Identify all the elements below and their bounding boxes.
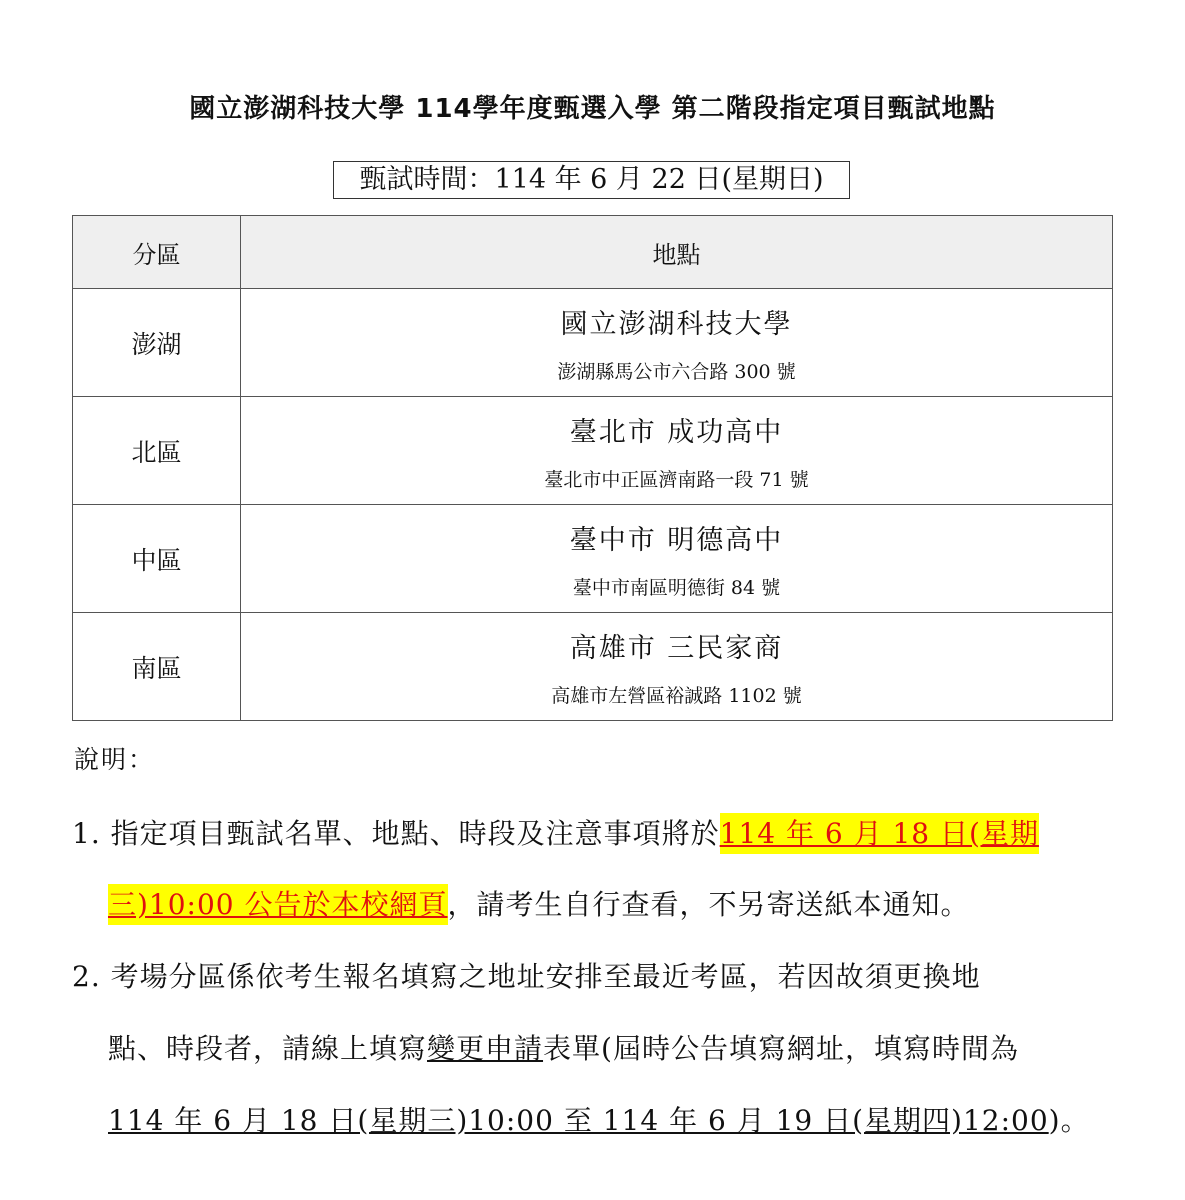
location-cell: [241, 289, 1113, 397]
note-1-highlight-cont: 三)10:00 公告於本校網頁: [108, 884, 448, 925]
note-1-text: 1. 指定項目甄試名單、地點、時段及注意事項將於: [72, 817, 720, 850]
note-2-line-2: [108, 1027, 1019, 1067]
venue-name: 臺中市 明德高中: [569, 524, 784, 556]
table-row: [73, 613, 1113, 721]
venue-address: 臺北市中正區濟南路一段 71 號: [544, 468, 809, 491]
note-2-text-b: 表單(屆時公告填寫網址，填寫時間為: [543, 1032, 1019, 1065]
region-cell: 北區: [73, 397, 241, 505]
note-1-line-1: [72, 812, 1039, 852]
exam-date-box: 甄試時間：114 年 6 月 22 日(星期日): [333, 161, 850, 199]
page-title: 國立澎湖科技大學 114學年度甄選入學 第二階段指定項目甄試地點: [189, 94, 996, 124]
venue-name: 高雄市 三民家商: [569, 632, 784, 664]
note-1-line-2: [108, 883, 970, 923]
location-cell: [241, 613, 1113, 721]
region-cell: 南區: [73, 613, 241, 721]
change-request-label: 變更申請: [427, 1032, 544, 1065]
venue-address: 澎湖縣馬公市六合路 300 號: [557, 360, 796, 383]
note-2-line-3: [108, 1099, 1090, 1139]
table-header-row: [73, 216, 1113, 289]
region-cell: 澎湖: [73, 289, 241, 397]
header-region: 分區: [73, 216, 241, 289]
notes-label: 說明：: [74, 745, 156, 774]
venue-table: [72, 215, 1113, 721]
venue-address: 高雄市左營區裕誠路 1102 號: [551, 684, 802, 707]
note-2-text-a: 點、時段者，請線上填寫: [108, 1032, 428, 1065]
table-row: [73, 289, 1113, 397]
note-1-highlight: 114 年 6 月 18 日(星期: [720, 813, 1039, 854]
header-location: 地點: [241, 216, 1113, 289]
venue-name: 國立澎湖科技大學: [560, 308, 793, 340]
table-row: [73, 505, 1113, 613]
location-cell: [241, 397, 1113, 505]
location-cell: [241, 505, 1113, 613]
change-request-period: 114 年 6 月 18 日(星期三)10:00 至 114 年 6 月 19 日(星期四)12:00: [108, 1104, 1049, 1137]
venue-name: 臺北市 成功高中: [569, 416, 784, 448]
region-cell: 中區: [73, 505, 241, 613]
venue-address: 臺中市南區明德街 84 號: [572, 576, 781, 599]
table-row: [73, 397, 1113, 505]
note-2-line-1: 2. 考場分區係依考生報名填寫之地址安排至最近考區，若因故須更換地: [72, 960, 981, 993]
note-2-end: )。: [1048, 1104, 1090, 1137]
note-1-text-cont: ，請考生自行查看，不另寄送紙本通知。: [447, 888, 970, 921]
